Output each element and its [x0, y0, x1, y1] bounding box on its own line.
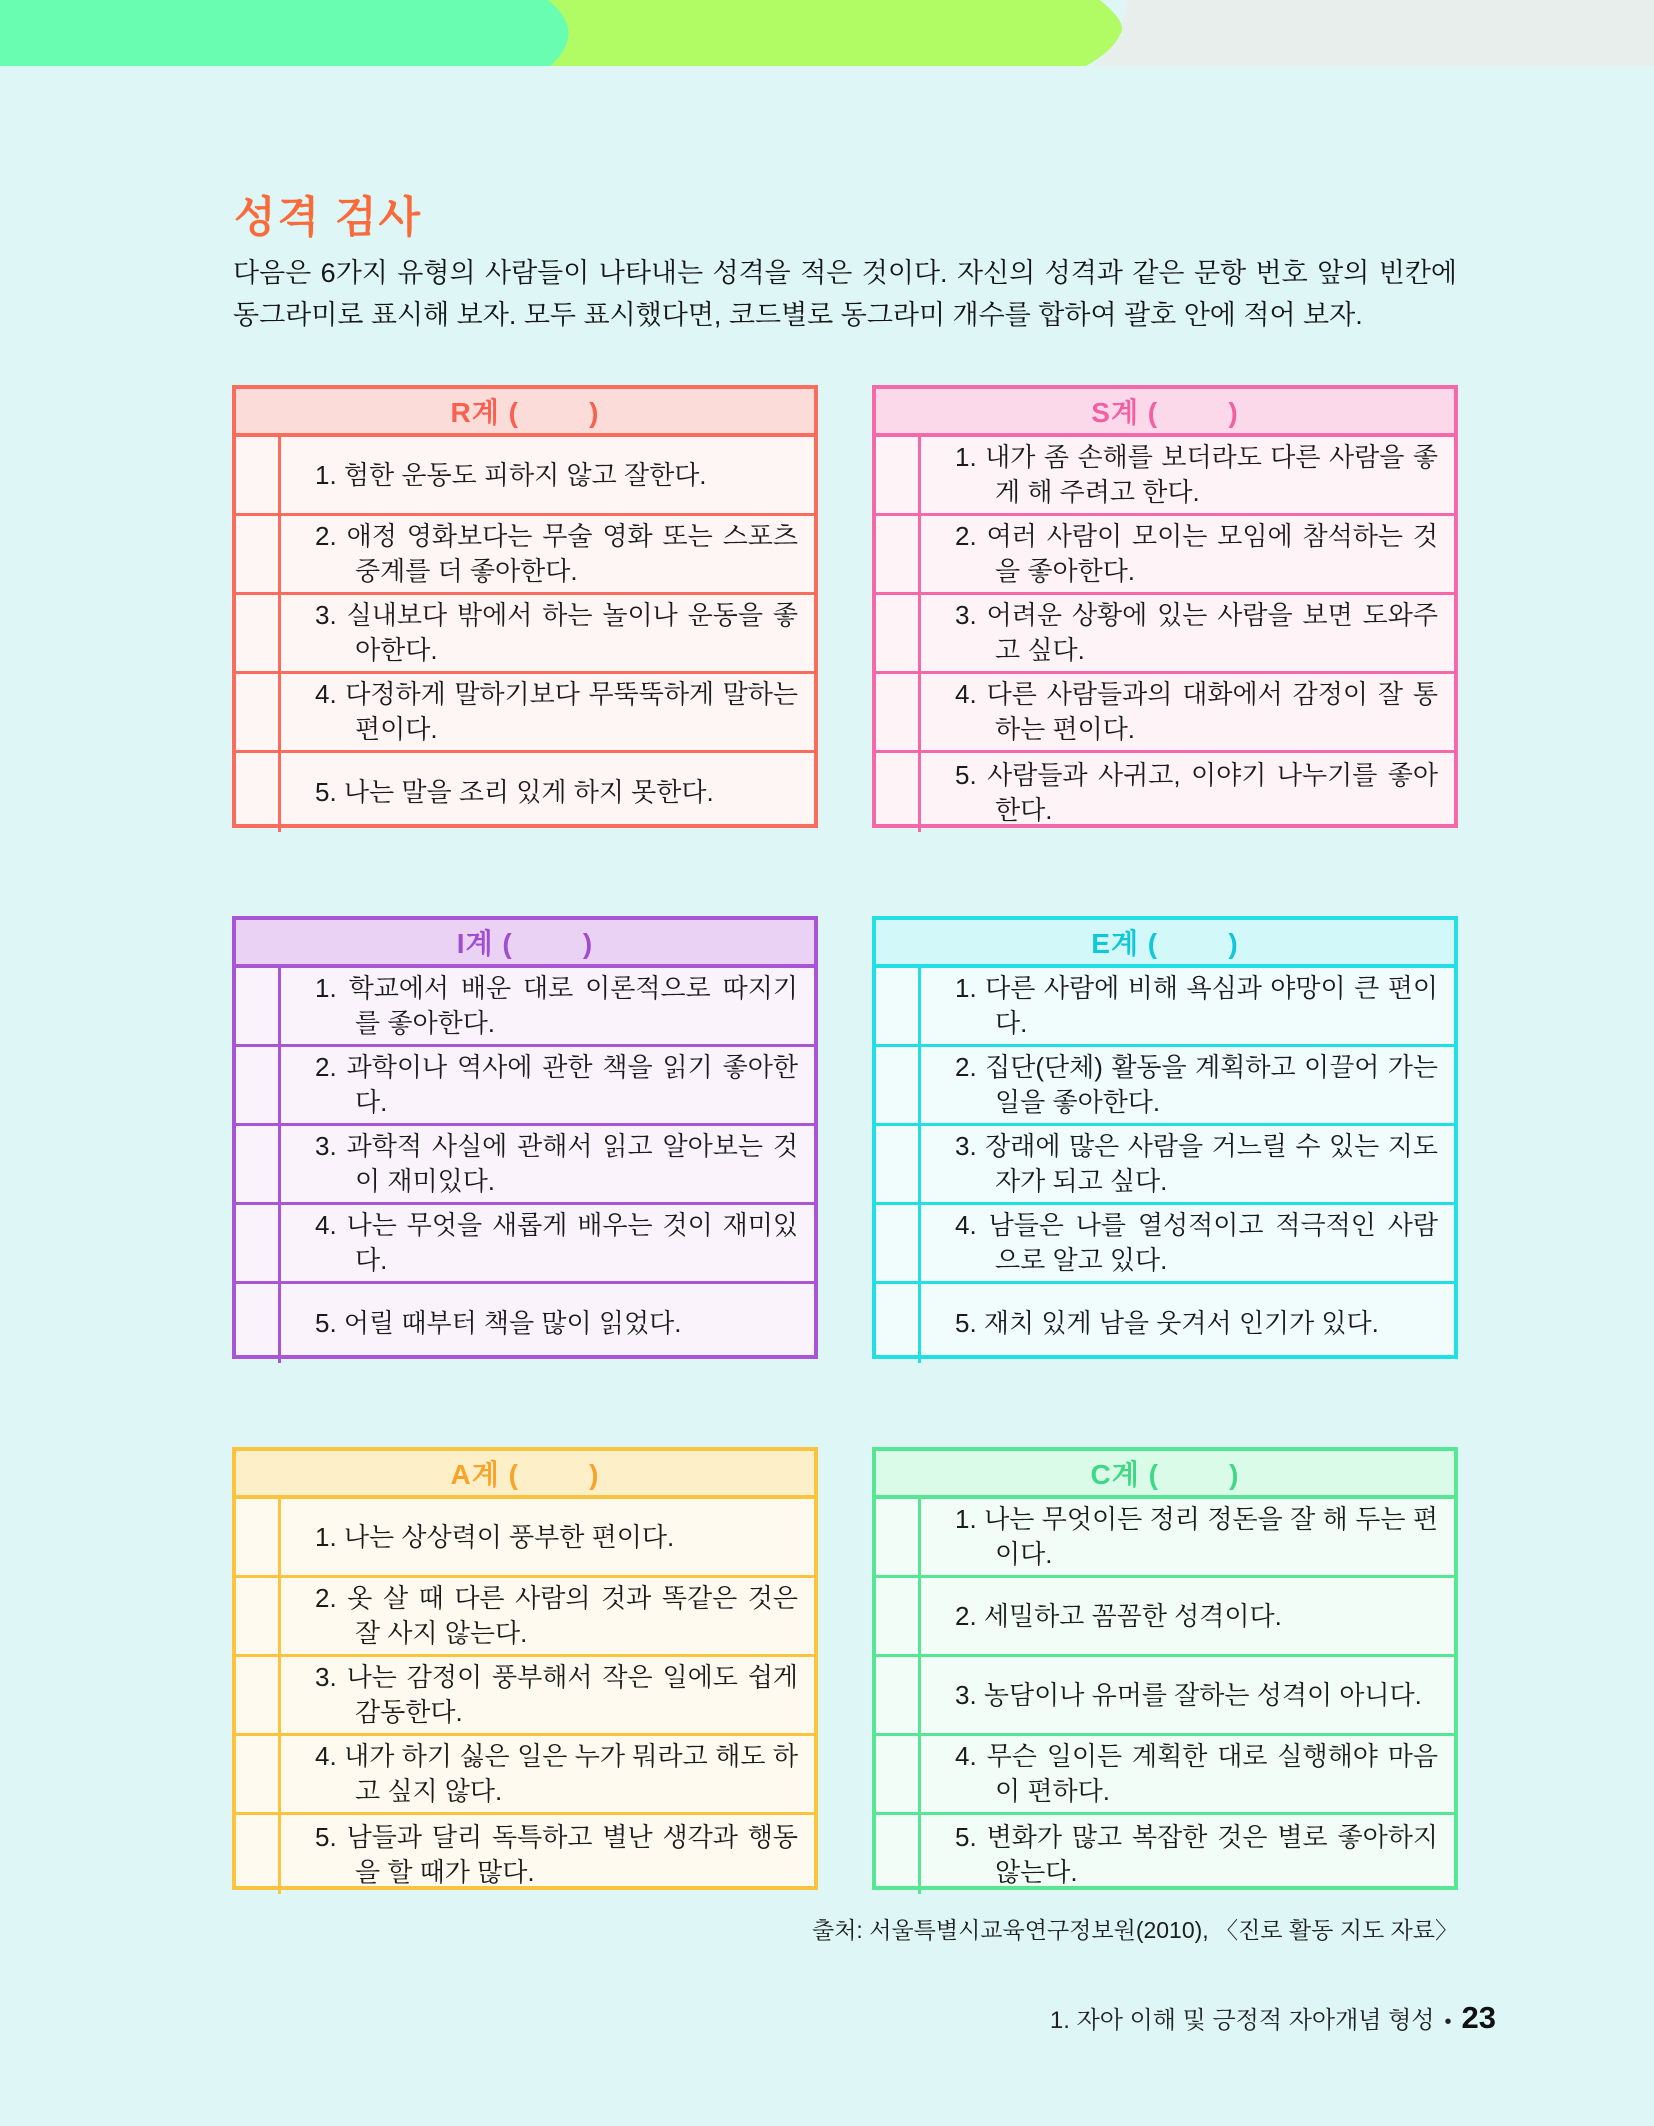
table-i-title: I계 ( ) — [456, 928, 594, 959]
answer-cell — [876, 1126, 921, 1202]
answer-cell — [876, 1047, 921, 1123]
item-text: 1. 내가 좀 손해를 보더라도 다른 사람을 좋게 해 주려고 한다. — [955, 442, 1438, 507]
table-row — [876, 595, 1454, 674]
table-row — [236, 968, 814, 1047]
table-c-header — [876, 1451, 1454, 1499]
item-text: 2. 집단(단체) 활동을 계획하고 이끌어 가는 일을 좋아한다. — [955, 1052, 1438, 1117]
source-citation: 출처: 서울특별시교육연구정보원(2010), 〈진로 활동 지도 자료〉 — [811, 1917, 1458, 1943]
item-text: 4. 다른 사람들과의 대화에서 감정이 잘 통하는 편이다. — [955, 679, 1438, 744]
footer-chapter: 1. 자아 이해 및 긍정적 자아개념 형성 — [1049, 2007, 1435, 2034]
answer-cell — [876, 1205, 921, 1281]
item-text: 1. 다른 사람에 비해 욕심과 야망이 큰 편이다. — [955, 973, 1438, 1038]
table-s-title: S계 ( ) — [1091, 397, 1239, 428]
table-row — [236, 516, 814, 595]
table-row — [876, 437, 1454, 516]
band-mint-shape — [0, 0, 569, 66]
table-row — [876, 1657, 1454, 1736]
answer-cell — [876, 1815, 921, 1894]
item-text: 5. 재치 있게 남을 웃겨서 인기가 있다. — [955, 1308, 1379, 1338]
item-text: 3. 장래에 많은 사람을 거느릴 수 있는 지도자가 되고 싶다. — [955, 1131, 1438, 1196]
item-text: 2. 여러 사람이 모이는 모임에 참석하는 것을 좋아한다. — [955, 521, 1438, 586]
answer-cell — [236, 437, 281, 513]
item-text: 2. 애정 영화보다는 무술 영화 또는 스포츠 중계를 더 좋아한다. — [315, 521, 798, 586]
table-row — [876, 753, 1454, 832]
table-r-header — [236, 389, 814, 437]
answer-cell — [236, 968, 281, 1044]
table-row — [236, 1499, 814, 1578]
item-text: 1. 나는 무엇이든 정리 정돈을 잘 해 두는 편이다. — [955, 1504, 1438, 1569]
answer-cell — [236, 1047, 281, 1123]
table-s — [872, 385, 1458, 828]
table-row — [236, 1047, 814, 1126]
table-a-header — [236, 1451, 814, 1499]
answer-cell — [236, 1205, 281, 1281]
item-text: 4. 내가 하기 싫은 일은 누가 뭐라고 해도 하고 싶지 않다. — [315, 1741, 798, 1806]
answer-cell — [876, 968, 921, 1044]
item-text: 4. 나는 무엇을 새롭게 배우는 것이 재미있다. — [315, 1210, 798, 1275]
table-row — [876, 1499, 1454, 1578]
table-row — [236, 1126, 814, 1205]
table-e-header — [876, 920, 1454, 968]
answer-cell — [876, 595, 921, 671]
answer-cell — [236, 1815, 281, 1894]
table-row — [236, 437, 814, 516]
item-text: 2. 옷 살 때 다른 사람의 것과 똑같은 것은 잘 사지 않는다. — [315, 1583, 798, 1648]
item-text: 5. 남들과 달리 독특하고 별난 생각과 행동을 할 때가 많다. — [315, 1821, 798, 1887]
answer-cell — [236, 1578, 281, 1654]
table-row — [236, 1284, 814, 1363]
footer-page-number: 23 — [1461, 2000, 1496, 2035]
answer-cell — [876, 437, 921, 513]
item-text: 3. 과학적 사실에 관해서 읽고 알아보는 것이 재미있다. — [315, 1131, 798, 1196]
table-row — [876, 1578, 1454, 1657]
answer-cell — [876, 674, 921, 750]
answer-cell — [876, 516, 921, 592]
item-text: 5. 나는 말을 조리 있게 하지 못한다. — [315, 777, 714, 807]
table-r — [232, 385, 818, 828]
answer-cell — [876, 753, 921, 832]
header-band — [0, 0, 1654, 66]
table-a-title: A계 ( ) — [450, 1459, 600, 1490]
table-row — [876, 968, 1454, 1047]
item-text: 3. 나는 감정이 풍부해서 작은 일에도 쉽게 감동한다. — [315, 1662, 798, 1727]
table-row — [876, 674, 1454, 753]
footer-separator-dot: • — [1444, 2011, 1452, 2033]
table-r-title: R계 ( ) — [450, 397, 600, 428]
item-text: 5. 사람들과 사귀고, 이야기 나누기를 좋아한다. — [955, 759, 1438, 825]
table-i-header — [236, 920, 814, 968]
table-row — [236, 753, 814, 832]
table-s-header — [876, 389, 1454, 437]
table-row — [236, 1578, 814, 1657]
table-row — [236, 1657, 814, 1736]
item-text: 5. 어릴 때부터 책을 많이 읽었다. — [315, 1308, 682, 1338]
answer-cell — [236, 1126, 281, 1202]
table-row — [876, 1815, 1454, 1894]
table-row — [876, 1047, 1454, 1126]
table-c — [872, 1447, 1458, 1890]
table-row — [876, 1284, 1454, 1363]
item-text: 2. 세밀하고 꼼꼼한 성격이다. — [955, 1600, 1282, 1631]
answer-cell — [876, 1578, 921, 1654]
answer-cell — [236, 595, 281, 671]
table-row — [236, 1815, 814, 1894]
table-row — [876, 516, 1454, 595]
item-text: 3. 실내보다 밖에서 하는 놀이나 운동을 좋아한다. — [315, 600, 798, 665]
answer-cell — [236, 1499, 281, 1575]
table-e — [872, 916, 1458, 1359]
table-row — [236, 1205, 814, 1284]
answer-cell — [876, 1499, 921, 1575]
intro-text: 다음은 6가지 유형의 사람들이 나타내는 성격을 적은 것이다. 자신의 성격과 같은 문항 번호 앞의 빈칸에 동그라미로 표시해 보자. 모두 표시했다면, 코드별로 동그라미 개수를 합하여 괄호 안에 적어 보자. — [233, 258, 1457, 330]
answer-cell — [236, 753, 281, 832]
item-text: 4. 남들은 나를 열성적이고 적극적인 사람으로 알고 있다. — [955, 1210, 1438, 1275]
item-text: 1. 나는 상상력이 풍부한 편이다. — [315, 1521, 675, 1552]
answer-cell — [876, 1284, 921, 1363]
table-i — [232, 916, 818, 1359]
item-text: 3. 어려운 상황에 있는 사람을 보면 도와주고 싶다. — [955, 600, 1438, 665]
item-text: 1. 험한 운동도 피하지 않고 잘한다. — [315, 459, 707, 490]
answer-cell — [236, 674, 281, 750]
table-row — [876, 1736, 1454, 1815]
page-title: 성격 검사 — [234, 194, 423, 242]
answer-cell — [876, 1736, 921, 1812]
answer-cell — [236, 1657, 281, 1733]
item-text: 3. 농담이나 유머를 잘하는 성격이 아니다. — [955, 1679, 1422, 1710]
table-row — [236, 674, 814, 753]
answer-cell — [236, 1284, 281, 1363]
table-row — [876, 1205, 1454, 1284]
table-e-title: E계 ( ) — [1091, 928, 1239, 959]
band-gray-shape — [1094, 0, 1654, 66]
table-a — [232, 1447, 818, 1890]
table-row — [876, 1126, 1454, 1205]
answer-cell — [876, 1657, 921, 1733]
answer-cell — [236, 516, 281, 592]
item-text: 5. 변화가 많고 복잡한 것은 별로 좋아하지 않는다. — [955, 1821, 1438, 1887]
item-text: 2. 과학이나 역사에 관한 책을 읽기 좋아한다. — [315, 1052, 798, 1117]
answer-cell — [236, 1736, 281, 1812]
table-row — [236, 1736, 814, 1815]
item-text: 4. 다정하게 말하기보다 무뚝뚝하게 말하는 편이다. — [315, 679, 798, 744]
item-text: 4. 무슨 일이든 계획한 대로 실행해야 마음이 편하다. — [955, 1741, 1438, 1806]
table-row — [236, 595, 814, 674]
table-c-title: C계 ( ) — [1090, 1459, 1240, 1490]
page-footer — [1050, 2000, 1496, 2036]
item-text: 1. 학교에서 배운 대로 이론적으로 따지기를 좋아한다. — [315, 973, 798, 1038]
